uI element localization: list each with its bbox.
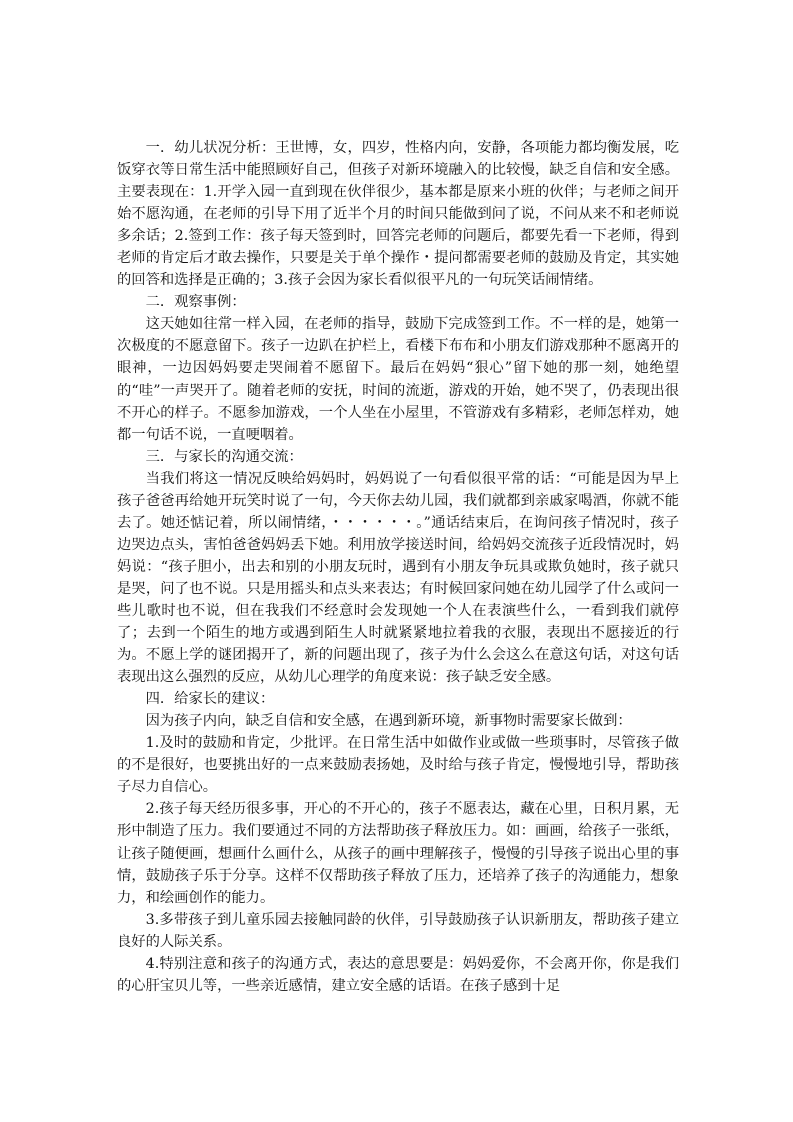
suggestion-3: 3.多带孩子到儿童乐园去接触同龄的伙伴，引导鼓励孩子认识新朋友，帮助孩子建立良好的人际关系。 — [117, 911, 679, 950]
section-3-communication: 当我们将这一情况反映给妈妈时，妈妈说了一句看似很平常的话：“可能是因为早上孩子爸爸再给她开玩笑时说了一句，今天你去幼儿园，我们就都到亲戚家喝酒，你就不能去了。她还惦记着，所以闹情绪，・・・・・・。”通话结束后，在询问孩子情况时，孩子边哭边点头，害怕爸爸妈妈丢下她。利用放学接送时间，给妈妈交流孩子近段情况时，妈妈说：“孩子胆小，出去和别的小朋友玩时，遇到有小朋友争玩具或欺负她时，孩子就只是哭，问了也不说。只是用摇头和点头来表达；有时候回家问她在幼儿园学了什么或问一些儿歌时也不说，但在我我们不经意时会发现她一个人在表演些什么，一看到我们就停了；去到一个陌生的地方或遇到陌生人时就紧紧地拉着我的衣服，表现出不愿接近的行为。不愿上学的谜团揭开了，新的问题出现了，孩子为什么会这么在意这句话，对这句话表现出这么强烈的反应，从幼儿心理学的角度来说：孩子缺乏安全感。 — [117, 470, 679, 686]
suggestion-2: 2.孩子每天经历很多事，开心的不开心的，孩子不愿表达，藏在心里，日积月累，无形中制造了压力。我们要通过不同的方法帮助孩子释放压力。如：画画，给孩子一张纸，让孩子随便画，想画什么画什么，从孩子的画中理解孩子，慢慢的引导孩子说出心里的事情，鼓励孩子乐于分享。这样不仅帮助孩子释放了压力，还培养了孩子的沟通能力，想象力，和绘画创作的能力。 — [117, 801, 679, 906]
section-4-intro: 因为孩子内向，缺乏自信和安全感，在遇到新环境，新事物时需要家长做到： — [145, 713, 632, 730]
document-body — [117, 137, 679, 997]
section-2-observation: 这天她如往常一样入园，在老师的指导，鼓励下完成签到工作。不一样的是，她第一次极度的不愿意留下。孩子一边趴在护栏上，看楼下布布和小朋友们游戏那种不愿离开的眼神，一边因妈妈要走哭闹着不愿留下。最后在妈妈“狠心”留下她的那一刻，她绝望的“哇”一声哭开了。随着老师的安抚，时间的流逝，游戏的开始，她不哭了，仍表现出很不开心的样子。不愿参加游戏，一个人坐在小屋里，不管游戏有多精彩，老师怎样劝，她都一句话不说，一直哽咽着。 — [117, 316, 679, 443]
section-2-heading: 二．观察事例： — [145, 294, 246, 311]
section-1-analysis: 一．幼儿状况分析：王世博，女，四岁，性格内向，安静，各项能力都均衡发展，吃饭穿衣等日常生活中能照顾好自己，但孩子对新环境融入的比较慢，缺乏自信和安全感。主要表现在：1.开学入园一直到现在伙伴很少，基本都是原来小班的伙伴；与老师之间开始不愿沟通，在老师的引导下用了近半个月的时间只能做到问了说，不问从来不和老师说多余话；2.签到工作：孩子每天签到时，回答完老师的问题后，都要先看一下老师，得到老师的肯定后才敢去操作，只要是关于单个操作・提问都需要老师的鼓励及肯定，其实她的回答和选择是正确的；3.孩子会因为家长看似很平凡的一句玩笑话闹情绪。 — [117, 140, 679, 289]
section-3-heading: 三．与家长的沟通交流： — [145, 448, 303, 465]
suggestion-1: 1.及时的鼓励和肯定，少批评。在日常生活中如做作业或做一些琐事时，尽管孩子做的不是很好，也要挑出好的一点来鼓励表扬她，及时给与孩子肯定，慢慢地引导，帮助孩子尽力自信心。 — [117, 735, 679, 796]
section-4-heading: 四．给家长的建议： — [145, 691, 275, 708]
suggestion-4: 4.特别注意和孩子的沟通方式，表达的意思要是：妈妈爱你，不会离开你，你是我们的心肝宝贝儿等，一些亲近感情，建立安全感的话语。在孩子感到十足 — [117, 955, 679, 994]
